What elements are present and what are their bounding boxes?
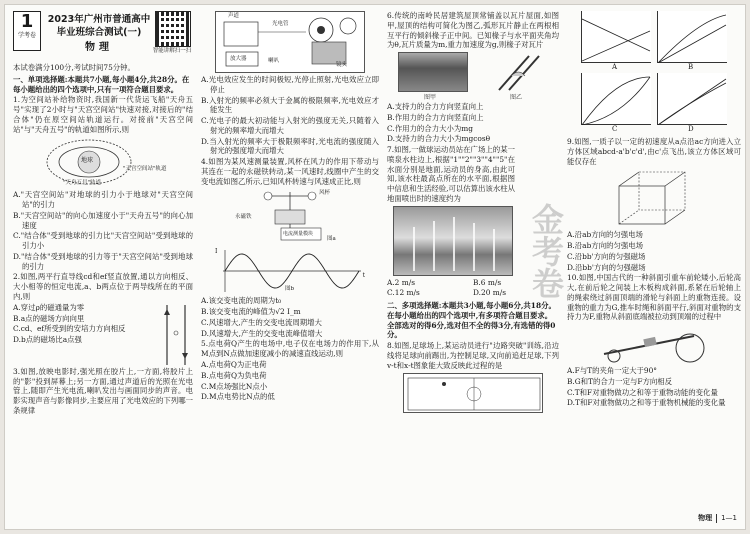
q8-graph-c [581,73,651,133]
q4-wind-figure [235,188,345,246]
q3-projector-figure [215,11,365,73]
q6-roof-diagram [489,52,549,92]
fig-label-speaker: 喇叭 [268,58,280,64]
q8-graph-a [581,11,651,71]
football-field [404,374,544,414]
column-1 [13,11,193,525]
q3-option-a: A.光电效应发生的时间极短,光停止照射,光电效应立即停止 [201,75,379,94]
badge-text: 学考卷 [17,32,36,39]
q1-option-d: D."结合体"受到地球的引力等于"天宫空间站"受到地球的引力 [13,251,193,271]
q7-option-b: B.6 m/s [473,277,502,287]
fig-label-phototube: 光电管 [272,21,289,27]
q2-stem: 2.如图,两平行直导线cd和ef竖直放置,通以方向相反、大小相等的恒定电流,a、b两点位于两导线所在的平面内,则 [13,272,193,302]
footer-subject: 物理 [698,513,713,522]
q2-option-b: B.a点的磁场方向向里 [13,313,85,323]
graph-a-label: A [612,62,618,71]
q2-option-a: A.穿过ρ的磁通量为零 [13,302,85,312]
column-4 [567,11,741,409]
q5-stem: 5.点电荷Q产生的电场中,电子仅在电场力的作用下,从M点到N点做加速度减小的减速直线运动,则 [201,339,379,359]
q10-option-d: D.T和F对重物做功之和等于重物机械能的变化量 [567,398,726,408]
fig-b-caption: 图b [285,286,295,293]
exam-intro: 本试卷满分100分,考试时间75分钟。 [13,63,135,72]
fig-label-amplifier: 放大器 [230,56,247,62]
q2-option-d: D.b点的磁场比a点强 [13,335,82,345]
q8-graph-grid [567,11,741,133]
q5-option-b: B.点电荷Q为负电荷 [201,370,267,380]
q6-option-c: C.作用力的合力大小为mg [387,123,473,133]
fig-label-sound-track: 声道 [228,13,240,19]
q3-option-d: D.当入射光的频率大于极限频率时,光电流的强度随入射光的强度增大而增大 [201,136,379,156]
cube-diagram [609,168,699,228]
q2-option-c: C.cd、ef所受到的安培力方向相反 [13,324,126,334]
q4-option-a: A.该交变电流的周期为t₀ [201,296,282,306]
q6-fig-a-caption: 图甲 [423,94,436,102]
fig-label-magnet: 永磁铁 [235,214,252,221]
q10-option-a: A.F与T的夹角一定大于90° [567,366,657,376]
station-orbit-label: "天宫空间站"轨道 [123,166,167,173]
q6-option-d: D.支持力的合力大小为mgcosθ [387,134,491,144]
axis-t-label: t [362,272,365,280]
qr-code[interactable] [155,11,191,47]
q5-option-c: C.M点场强比N点小 [201,381,268,391]
q7-fountain-photo [393,206,513,276]
q7-stem: 7.如图,一做球运动员站在广场上的某一喷泉水柱边上,根据"1""2""3""4""5"在水面分别是地面,运动员的身高,由此可知,该水柱最高点所在的水平面,根据图中信息和生活经验,可以估算出该水柱从地面喷出时的速度约为 [387,145,515,203]
q4-option-d: D.风速增大,产生的交变电流峰值增大 [201,328,323,338]
q9-option-d: D.沿bb'方向的匀强磁场 [567,262,646,272]
q9-option-b: B.沿ab方向的匀强电场 [567,241,644,251]
graph-b-label: B [688,62,694,71]
q8-field-figure [403,373,543,413]
watermark-text: 金考卷 [527,203,565,299]
q6-fig-b-caption: 图乙 [509,94,522,102]
title-line-1: 2023年广州市普通高中 [47,14,151,25]
q9-option-a: A.沿ab方向的匀强电场 [567,230,643,240]
q8-graph-d [657,73,727,133]
q5-option-a: A.点电荷Q为正电荷 [201,360,267,370]
q1-orbit-figure [43,136,167,188]
q6-stem: 6.传统的南岭民居建筑屋顶常铺盖以瓦片屋面,如图甲,屋顶的结构可简化为图乙,弧形瓦片静止在两根相互平行的倾斜椽子正中间。已知椽子与水平面夹角均为θ,瓦片质量为m,重力加速度为g,则椽子对瓦片 [387,11,559,50]
badge-number: 1 [20,11,34,32]
q8-graph-b [657,11,727,71]
q7-option-a: A.2 m/s [387,277,416,287]
q3-stem: 3.如图,放映电影时,强光照在胶片上,一方面,将胶片上的"影"投到屏幕上;另一方面,通过声道后的光照在光电管上,随即产生光电流,喇叭发出与画面同步的声音。电影实现声音与影像同步,主要应用了光电效应的下列哪一条规律 [13,366,193,415]
footer-page-number: 1—1 [716,514,737,523]
earth-label: 地球 [81,157,94,165]
q1-option-a: A."天宫空间站"对地球的引力小于地球对"天宫空间站"的引力 [13,190,193,210]
q4-option-c: C.风速增大,产生的交变电流周期增大 [201,317,322,327]
q10-cart-figure [594,324,714,364]
q3-option-c: C.光电子的最大初动能与入射光的强度无关,只随着入射光的频率增大而增大 [201,116,379,135]
subject-name: 物理 [85,42,113,53]
q9-option-c: C.沿bb'方向的匀强磁场 [567,251,646,261]
q4-option-b: B.该交变电流的峰值为√2 I_m [201,307,301,317]
q2-wire-figure [159,303,193,367]
exam-title [47,13,151,54]
q1-option-b: B."天宫空间站"的向心加速度小于"天舟五号"的向心加速度 [13,210,193,230]
graph-c-label: C [612,124,618,133]
ship-orbit-label: "天舟五号"轨道 [63,180,102,187]
fig-label-module: 电流测量模块 [283,231,314,238]
page-footer [698,514,737,523]
q1-stem: 1.为空间站补给物资时,我国新一代货运飞船"天舟五号"实现了2小时与"天宫空间站"快速对接,对接后的"结合体"仍在原空间站轨道运行。对接前"天宫空间站"与"天舟五号"的轨道如图所示,则 [13,95,193,134]
orbit-diagram [43,136,163,188]
q9-stem: 9.如图,一质子以一定的初速度从a点沿ac方向进入立方体区域abcd-a'b'c'd',由c'点飞出,该立方体区域可能仅存在 [567,137,741,166]
fig-label-lens: 镜头 [336,62,348,68]
q5-option-d: D.M点电势比N点的低 [201,392,275,402]
q8-stem: 8.如图,足球场上,某运动员进行"边路突破"训练,沿边线将足球向前踢出,为控制足球,又向前追赶足球,下列v-t和x-t图象能大致反映此过程的是 [387,341,559,370]
title-line-2: 毕业班综合测试(一) [56,27,142,38]
q4-current-graph [215,248,365,294]
q7-option-d: D.20 m/s [473,288,507,298]
rafter-diagram [489,52,549,92]
column-2 [201,11,379,403]
section-1-heading: 一、单项选择题:本题共7小题,每小题4分,共28分。在每小题给出的四个选项中,只有一项符合题目要求。 [13,74,190,94]
q6-option-a: A.支持力的合力方向竖直向上 [387,101,484,111]
q10-option-b: B.G和T的合力一定与F方向相反 [567,376,673,386]
q9-cube-figure [609,168,699,228]
q10-option-c: C.T和F对重物做功之和等于重物动能的变化量 [567,387,718,397]
q6-roof-photo [398,52,468,92]
exam-badge [13,11,41,51]
axis-i-label: I [215,248,218,256]
fountain-jets [394,207,514,277]
q7-option-c: C.12 m/s [387,288,420,298]
q1-option-c: C."结合体"受到地球的引力比"天宫空间站"受到地球的引力小 [13,231,193,251]
fig-a-caption: 图a [327,236,336,243]
q3-option-b: B.入射光的频率必须大于金属的极限频率,光电效应才能发生 [201,95,379,115]
cart-diagram [594,324,714,364]
q4-stem: 4.如图为某风速测量装置,风杯在风力的作用下带动与其连在一起的永磁铁转动,某一风速时,线圈中产生的交变电流如图乙所示,已知风杯转速与风速成正比,则 [201,157,379,186]
section-2-heading: 二、多项选择题:本题共3小题,每小题6分,共18分。在每小题给出的四个选项中,有多项符合题目要求。全部选对的得6分,选对但不全的得3分,有选错的得0分。 [387,301,556,340]
q10-stem: 10.如图,中国古代的一种斜面引重车前轮矮小,后轮高大,在前后轮之间装上木板构成斜面,系紧在后轮轴上的绳索绕过斜面顶端的滑轮与斜面上的重物连接。设重物的重力为G,推车时绳和斜面平行,斜面对重物的支持力为F,重物从斜面底端被拉动到顶端的过程中 [567,273,741,322]
fig-label-cup: 风杯 [319,190,331,197]
qr-caption: 智能讲解扫一扫 [152,48,192,54]
exam-sheet [4,4,746,530]
q6-option-b: B.作用力的合力方向竖直向上 [387,112,484,122]
graph-d-label: D [688,124,694,133]
